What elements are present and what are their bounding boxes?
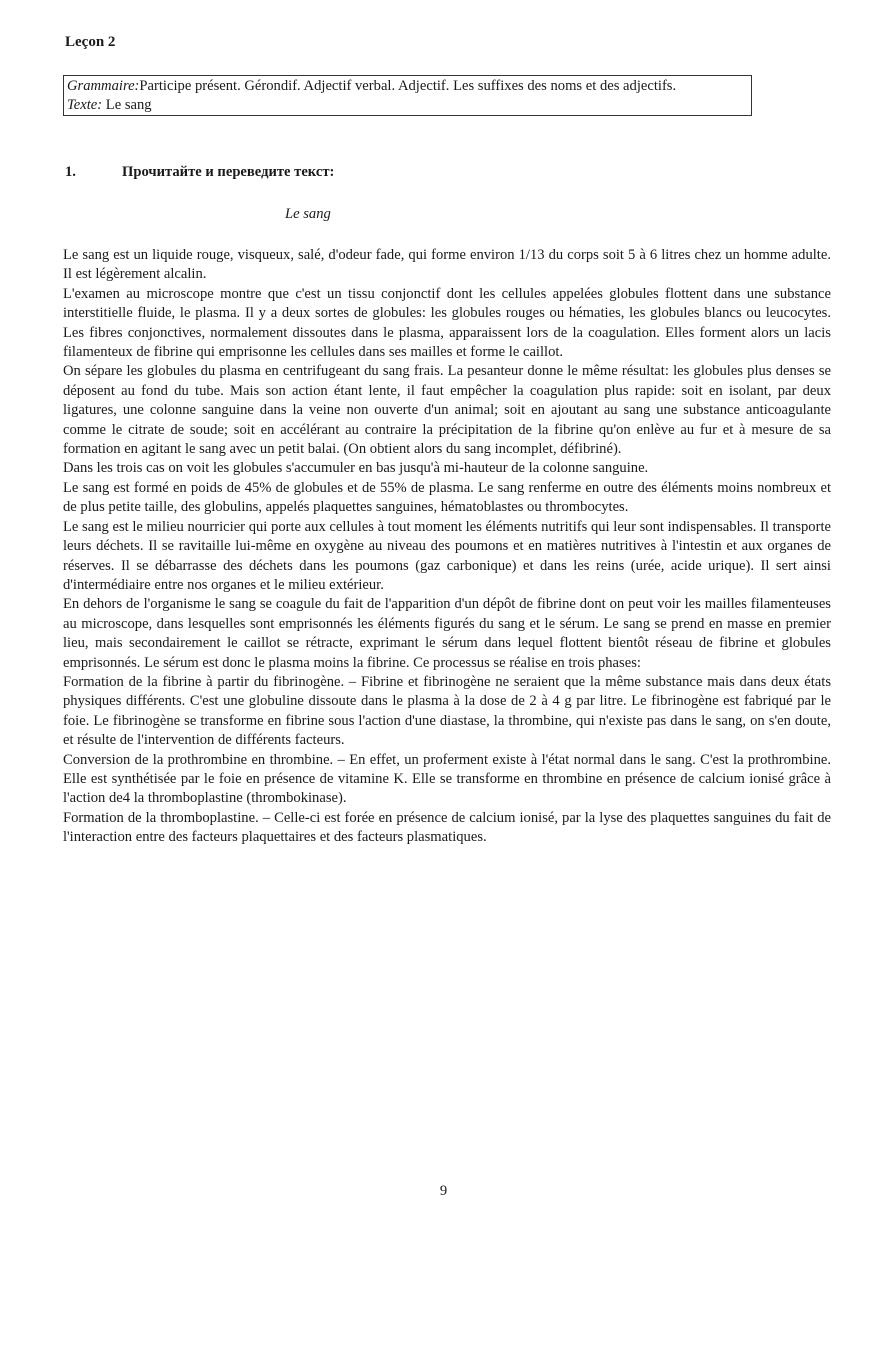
grammar-text: Participe présent. Gérondif. Adjectif verbal. Adjectif. Les suffixes des noms et des adjectifs. (139, 78, 677, 94)
body-text (63, 246, 831, 848)
text-label: Texte: (67, 97, 103, 113)
paragraph: Formation de la thromboplastine. – Celle-ci est forée en présence de calcium ionisé, par la lyse des plaquettes sanguines du fait de l'interaction entre des facteurs plaquettaires et des facteurs plasmatiques. (63, 809, 831, 846)
paragraph: On sépare les globules du plasma en centrifugeant du sang frais. La pesanteur donne le même résultat: les globules plus denses se déposent au fond du tube. Mais son action étant lente, il faut empêcher la coagulation plus rapide: soit en isolant, par deux ligatures, une colonne sanguine dans la veine non ouverte d'un animal; soit en ajoutant au sang une substance anticoagulante comme le citrate de soude; soit en accélérant au contraire la précipitation de la fibrine qu'on enlève au fur et à mesure de sa formation en agitant le sang avec un petit balai. (On obtient alors du sang incomplet, défibriné). (63, 363, 831, 458)
exercise-instruction: Прочитайте и переведите текст: (122, 164, 335, 180)
exercise-number: 1. (65, 164, 76, 180)
paragraph: L'examen au microscope montre que c'est un tissu conjonctif dont les cellules appelées globules flottent dans une substance interstitielle fluide, le plasma. Il y a deux sortes de globules: les globules rouges ou hématies, les globules blancs ou leucocytes. Les fibres conjonctives, normalement dissoutes dans le plasma, apparaissent lors de la coagulation. Elles forment alors un lacis filamenteux de fibrine qui emprisonne les cellules dans ses mailles et forme le caillot. (63, 285, 831, 361)
paragraph: Formation de la fibrine à partir du fibrinogène. – Fibrine et fibrinogène ne seraient que la même substance mais dans deux états physiques différents. C'est une globuline dissoute dans le plasma à la dose de 2 à 4 g par litre. Le fibrinogène est fabriqué par le foie. Le fibrinogène se transforme en fibrine sous l'action d'une diastase, la thrombine, qui n'existe pas dans le sang, on s'en doute, et résulte de l'intervention de différents facteurs. (63, 673, 831, 749)
page-number: 9 (439, 1183, 448, 1199)
paragraph: Le sang est un liquide rouge, visqueux, salé, d'odeur fade, qui forme environ 1/13 du corps soit 5 à 6 litres chez un homme adulte. Il est légèrement alcalin. (63, 247, 831, 283)
topic-box (63, 75, 752, 116)
exercise-heading (65, 164, 334, 181)
text-topic: Le sang (102, 97, 152, 113)
paragraph: Conversion de la prothrombine en thrombine. – En effet, un proferment existe à l'état normal dans le sang. C'est la prothrombine. Elle est synthétisée par le foie en présence de vitamine K. Elle se transforme en thrombine en présence de calcium ionisé grâce à l'action de4 la thromboplastine (thrombokinase). (63, 751, 831, 807)
text-title: Le sang (285, 206, 331, 222)
lesson-title: Leçon 2 (65, 34, 116, 50)
grammar-label: Grammaire: (67, 78, 140, 94)
paragraph: Le sang est le milieu nourricier qui porte aux cellules à tout moment les éléments nutritifs qui leur sont indispensables. Il transporte leurs déchets. Il se ravitaille lui-même en oxygène au niveau des poumons et en matières nutritives à l'intestin et aux organes de réserves. Il se débarrasse des déchets dans les poumons (gaz carbonique) et dans les reins (urée, acide urique). Il sert ainsi d'intermédiaire entre nos organes et le milieu extérieur. (63, 518, 831, 593)
paragraph: Dans les trois cas on voit les globules s'accumuler en bas jusqu'à mi-hauteur de la colonne sanguine. (63, 460, 649, 477)
paragraph: Le sang est formé en poids de 45% de globules et de 55% de plasma. Le sang renferme en outre des éléments moins nombreux et de plus petite taille, des globulins, appelés plaquettes sanguines, hématoblastes ou thrombocytes. (63, 479, 831, 516)
paragraph: En dehors de l'organisme le sang se coagule du fait de l'apparition d'un dépôt de fibrine dont on peut voir les mailles filamenteuses au microscope, dans lesquelles sont emprisonnés les éléments figurés du sang et le sérum. Le sang se prend en masse en premier lieu, mais secondairement le caillot se rétracte, exprimant le sérum dans lequel flottent bientôt réseau de fibrine et globules emprisonnés. Le sérum est donc le plasma moins la fibrine. Ce processus se réalise en trois phases: (63, 596, 831, 671)
